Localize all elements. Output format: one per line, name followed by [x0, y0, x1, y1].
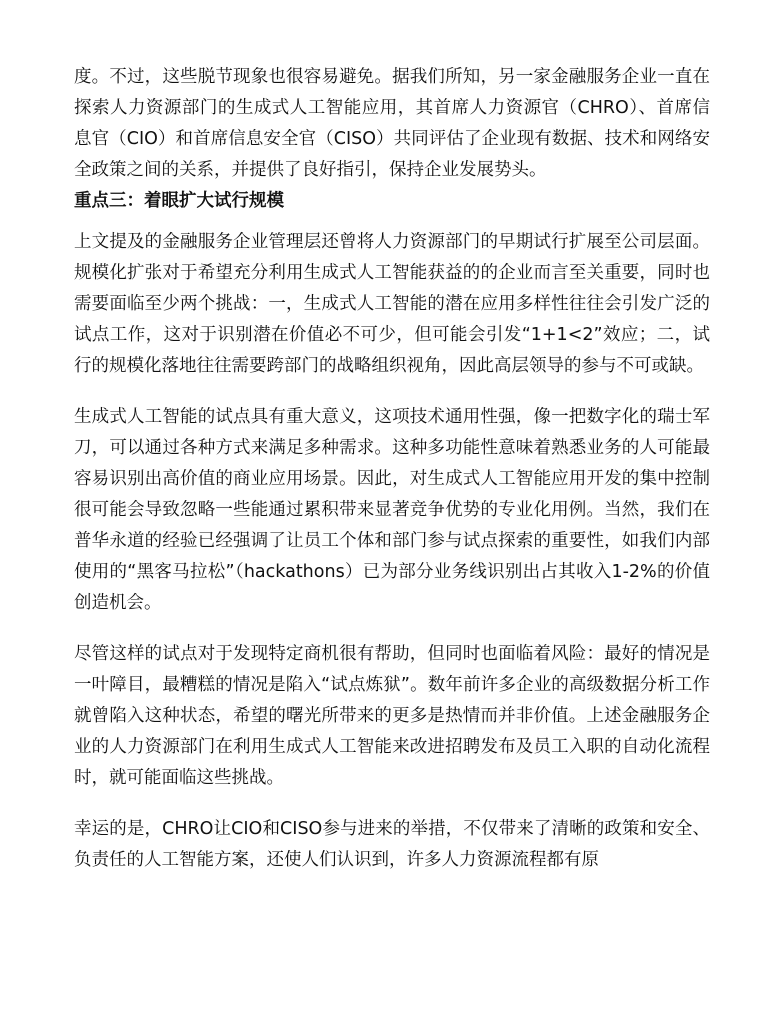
body-paragraph-1: 上文提及的金融服务企业管理层还曾将人力资源部门的早期试行扩展至公司层面。规模化扩张对于希望充分利用生成式人工智能获益的的企业而言至关重要，同时也需要面临至少两个挑战：一，生成式人工智能的潜在应用多样性往往会引发广泛的试点工作，这对于识别潜在价值必不可少，但可能会引发“1+1<2”效应；二，试行的规模化落地往往需要跨部门的战略组织视角，因此高层领导的参与不可或缺。	[74, 232, 710, 376]
body-paragraph-4: 幸运的是，CHRO让CIO和CISO参与进来的举措，不仅带来了清晰的政策和安全、负责任的人工智能方案，还使人们认识到，许多人力资源流程都有原	[74, 819, 710, 870]
intro-paragraph: 度。不过，这些脱节现象也很容易避免。据我们所知，另一家金融服务企业一直在探索人力资源部门的生成式人工智能应用，其首席人力资源官（CHRO）、首席信息官（CIO）和首席信息安全官（CISO）共同评估了企业现有数据、技术和网络安全政策之间的关系，并提供了良好指引，保持企业发展势头。	[74, 67, 710, 180]
section-heading: 重点三：着眼扩大试行规模	[74, 191, 284, 211]
document-page	[74, 62, 710, 876]
body-paragraph-3: 尽管这样的试点对于发现特定商机很有帮助，但同时也面临着风险：最好的情况是一叶障目，最糟糕的情况是陷入“试点炼狱”。数年前许多企业的高级数据分析工作就曾陷入这种状态，希望的曙光所带来的更多是热情而并非价值。上述金融服务企业的人力资源部门在利用生成式人工智能来改进招聘发布及员工入职的自动化流程时，就可能面临这些挑战。	[74, 644, 710, 788]
body-paragraph-2: 生成式人工智能的试点具有重大意义，这项技术通用性强，像一把数字化的瑞士军刀，可以通过各种方式来满足多种需求。这种多功能性意味着熟悉业务的人可能最容易识别出高价值的商业应用场景。因此，对生成式人工智能应用开发的集中控制很可能会导致忽略一些能通过累积带来显著竞争优势的专业化用例。当然，我们在普华永道的经验已经强调了让员工个体和部门参与试点探索的重要性，如我们内部使用的“黑客马拉松”（hackathons）已为部分业务线识别出占其收入1-2%的价值创造机会。	[74, 407, 710, 613]
